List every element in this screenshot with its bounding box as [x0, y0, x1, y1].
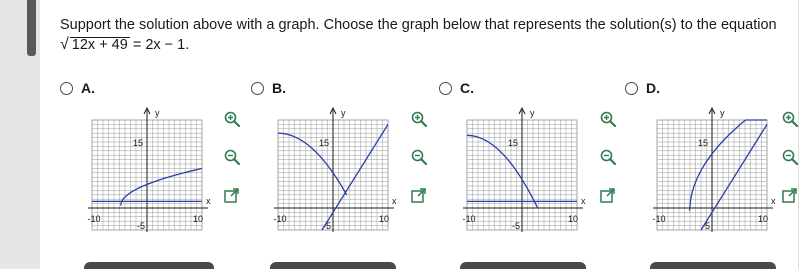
graph-c[interactable]: [455, 106, 585, 238]
radio-d[interactable]: [625, 82, 638, 95]
open-external-icon[interactable]: [410, 186, 428, 204]
open-external-icon-glyph: [223, 186, 241, 204]
x-tick-label-max: 10: [757, 214, 769, 224]
radio-b[interactable]: [251, 82, 264, 95]
zoom-in-icon-glyph: [410, 110, 428, 128]
y-tick-label-15: 15: [697, 138, 708, 148]
zoom-in-icon-glyph: [781, 110, 799, 128]
y-tick-label-15: 15: [507, 138, 518, 148]
zoom-out-icon[interactable]: [781, 148, 799, 166]
y-tick-label-min: -5: [511, 221, 521, 231]
y-axis-label: y: [530, 108, 535, 118]
graph-b[interactable]: [266, 106, 396, 238]
x-tick-label-min: -10: [273, 214, 287, 224]
open-external-icon-glyph: [410, 186, 428, 204]
y-axis-label: y: [155, 108, 160, 118]
option-a-label: A.: [81, 80, 95, 96]
x-tick-label-min: -10: [462, 214, 476, 224]
zoom-out-icon[interactable]: [223, 148, 241, 166]
graph-d[interactable]: [645, 106, 775, 238]
scroll-handle[interactable]: [27, 0, 36, 56]
bottom-tab-1[interactable]: [84, 262, 214, 269]
open-external-icon-glyph: [781, 186, 799, 204]
x-tick-label-min: -10: [87, 214, 101, 224]
zoom-out-icon[interactable]: [410, 148, 428, 166]
zoom-in-icon[interactable]: [410, 110, 428, 128]
equation-radicand: 12x + 49: [71, 37, 128, 53]
zoom-in-icon[interactable]: [223, 110, 241, 128]
y-axis-label: y: [341, 108, 346, 118]
zoom-in-icon[interactable]: [781, 110, 799, 128]
left-rail: [0, 0, 40, 269]
x-axis-label: x: [771, 196, 776, 206]
y-tick-label-min: -5: [322, 221, 332, 231]
radio-c[interactable]: [439, 82, 452, 95]
zoom-in-icon-glyph: [223, 110, 241, 128]
y-tick-label-min: -5: [701, 221, 711, 231]
option-d-label: D.: [646, 80, 660, 96]
y-tick-label-15: 15: [318, 138, 329, 148]
zoom-out-icon-glyph: [410, 148, 428, 166]
y-axis-label: y: [720, 108, 725, 118]
x-axis-label: x: [392, 196, 397, 206]
option-d[interactable]: [625, 80, 660, 96]
bottom-tab-4[interactable]: [650, 262, 776, 269]
radical-sign: √: [60, 36, 69, 53]
option-c[interactable]: [439, 80, 474, 96]
zoom-in-icon-glyph: [599, 110, 617, 128]
zoom-out-icon-glyph: [781, 148, 799, 166]
radio-a[interactable]: [60, 82, 73, 95]
zoom-out-icon-glyph: [223, 148, 241, 166]
bottom-tab-3[interactable]: [460, 262, 586, 269]
x-tick-label-max: 10: [192, 214, 204, 224]
zoom-out-icon-glyph: [599, 148, 617, 166]
bottom-tab-2[interactable]: [270, 262, 396, 269]
zoom-in-icon[interactable]: [599, 110, 617, 128]
option-b-label: B.: [272, 80, 286, 96]
option-a[interactable]: [60, 80, 95, 96]
open-external-icon-glyph: [599, 186, 617, 204]
equation: [60, 35, 189, 55]
option-c-label: C.: [460, 80, 474, 96]
open-external-icon[interactable]: [223, 186, 241, 204]
equation-rhs: = 2x − 1.: [132, 37, 190, 53]
x-tick-label-max: 10: [567, 214, 579, 224]
zoom-out-icon[interactable]: [599, 148, 617, 166]
open-external-icon[interactable]: [781, 186, 799, 204]
y-tick-label-15: 15: [132, 138, 143, 148]
x-tick-label-max: 10: [378, 214, 390, 224]
option-b[interactable]: [251, 80, 286, 96]
open-external-icon[interactable]: [599, 186, 617, 204]
y-tick-label-min: -5: [136, 221, 146, 231]
x-axis-label: x: [581, 196, 586, 206]
question-text: Support the solution above with a graph. Choose the graph below that represents the solution(s) to the equation: [60, 17, 777, 33]
graph-a[interactable]: [80, 106, 210, 238]
x-axis-label: x: [206, 196, 211, 206]
x-tick-label-min: -10: [652, 214, 666, 224]
